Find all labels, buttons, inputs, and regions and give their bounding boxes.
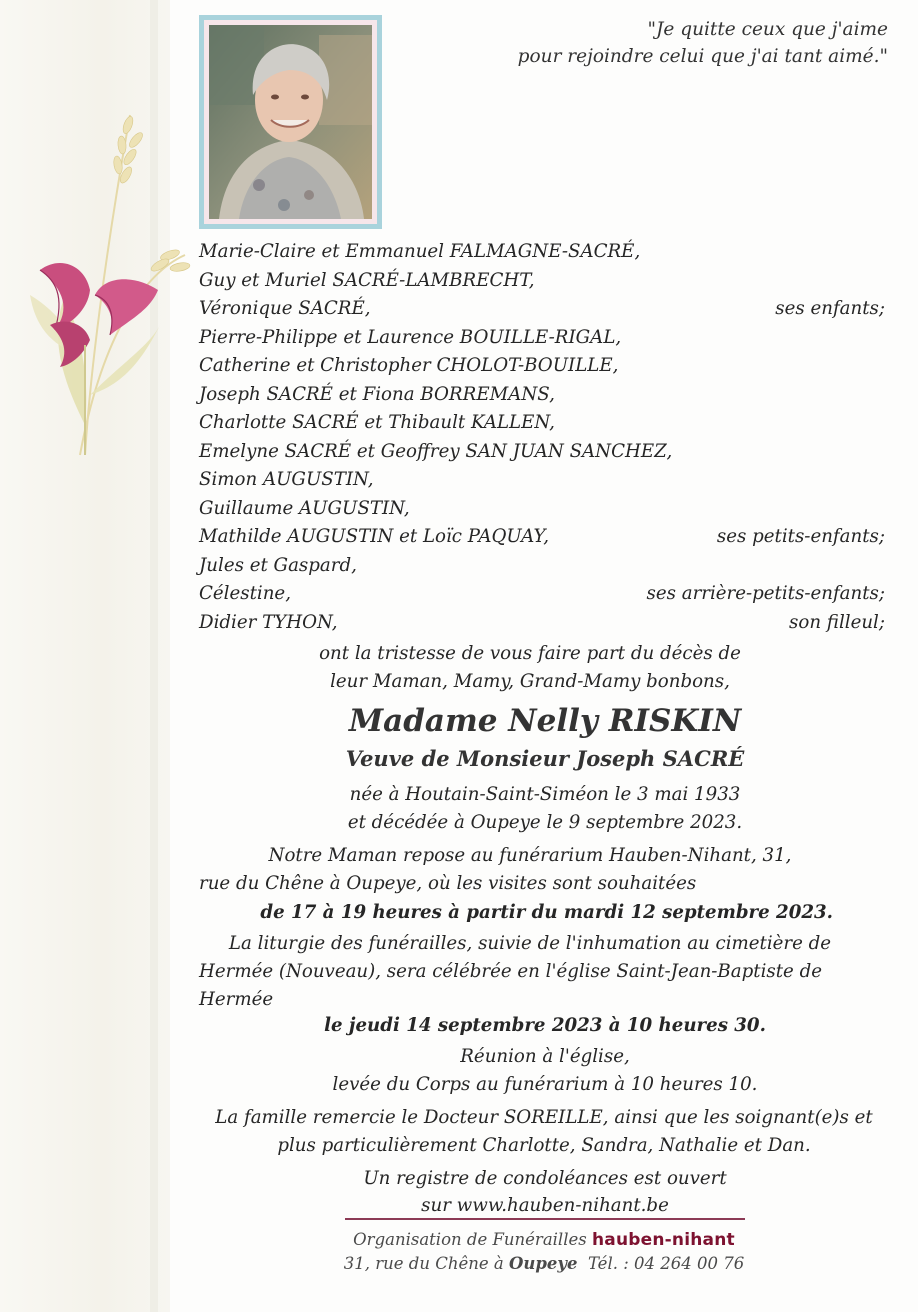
family-relation: ses petits-enfants; <box>716 526 885 547</box>
funeral-date: le jeudi 14 septembre 2023 à 10 heures 30. <box>324 1015 766 1036</box>
register-link[interactable]: sur www.hauben-nihant.be <box>421 1195 669 1216</box>
footer-divider <box>345 1218 745 1220</box>
portrait-photo <box>209 25 372 219</box>
visit-hours: de 17 à 19 heures à partir du mardi 12 septembre 2023. <box>260 902 833 923</box>
birth-line: née à Houtain-Saint-Siméon le 3 mai 1933 <box>349 784 741 805</box>
family-row <box>199 580 889 608</box>
footer-address-prefix: 31, rue du Chêne à <box>343 1254 504 1273</box>
family-row <box>199 409 889 437</box>
family-name: Simon AUGUSTIN, <box>199 469 374 490</box>
family-name: Jules et Gaspard, <box>199 554 357 576</box>
family-name: Pierre-Philippe et Laurence BOUILLE-RIGAL, <box>199 326 622 348</box>
family-name: Charlotte SACRÉ et Thibault KALLEN, <box>199 412 555 433</box>
footer-organisation <box>199 1228 889 1252</box>
family-row <box>199 381 889 409</box>
family-relation: ses enfants; <box>775 298 885 319</box>
visit-line: Notre Maman repose au funérarium Hauben-Nihant, 31, <box>268 845 792 866</box>
funeral-line: Hermée (Nouveau), sera célébrée en l'église Saint-Jean-Baptiste de <box>199 961 822 982</box>
family-row <box>199 609 889 637</box>
funeral-line: La liturgie des funérailles, suivie de l'inhumation au cimetière de <box>228 933 832 954</box>
quote-line: pour rejoindre celui que j'ai tant aimé." <box>517 46 888 67</box>
family-name: Catherine et Christopher CHOLOT-BOUILLE, <box>199 355 619 376</box>
family-name: Didier TYHON, <box>199 611 338 633</box>
family-row <box>199 495 889 523</box>
family-row <box>199 466 889 494</box>
portrait-photo-frame <box>199 15 382 229</box>
family-row <box>199 523 889 551</box>
funeral-line: Hermée <box>199 989 274 1010</box>
family-row <box>199 238 889 266</box>
visit-line: rue du Chêne à Oupeye, où les visites sont souhaitées <box>199 873 697 894</box>
family-name: Célestine, <box>199 583 291 604</box>
family-name: Emelyne SACRÉ et Geoffrey SAN JUAN SANCHEZ, <box>199 440 673 462</box>
portrait-photo-mat <box>204 20 377 224</box>
announcement-line: ont la tristesse de vous faire part du décès de <box>319 643 741 664</box>
family-row <box>199 295 889 323</box>
widow-line: Veuve de Monsieur Joseph SACRÉ <box>345 746 745 771</box>
family-name: Mathilde AUGUSTIN et Loïc PAQUAY, <box>199 526 549 547</box>
brand-logo: hauben-nihant <box>591 1230 735 1250</box>
family-row <box>199 552 889 580</box>
epitaph-quote <box>518 16 888 70</box>
family-relation: ses arrière-petits-enfants; <box>646 583 885 604</box>
family-relation: son filleul; <box>789 611 885 633</box>
death-line: et décédée à Oupeye le 9 septembre 2023. <box>347 812 743 833</box>
family-name: Joseph SACRÉ et Fiona BORREMANS, <box>199 383 555 405</box>
calla-lily-wheat-illustration <box>10 95 200 465</box>
footer-phone: Tél. : 04 264 00 76 <box>587 1254 745 1273</box>
funeral-line: Réunion à l'église, <box>460 1046 630 1067</box>
register-line: Un registre de condoléances est ouvert <box>363 1168 727 1189</box>
thanks-line: plus particulièrement Charlotte, Sandra, Nathalie et Dan. <box>277 1135 811 1156</box>
funeral-line: levée du Corps au funérarium à 10 heures 10. <box>332 1074 758 1095</box>
deceased-name: Madame Nelly RISKIN <box>348 703 742 739</box>
thanks-line: La famille remercie le Docteur SOREILLE, ainsi que les soignant(e)s et <box>215 1107 873 1128</box>
family-name: Véronique SACRÉ, <box>199 298 371 319</box>
family-row <box>199 438 889 466</box>
footer-address-town: Oupeye <box>508 1254 578 1273</box>
family-name: Guillaume AUGUSTIN, <box>199 497 410 519</box>
footer-address <box>199 1252 889 1276</box>
family-row <box>199 352 889 380</box>
family-name: Guy et Muriel SACRÉ-LAMBRECHT, <box>199 269 535 291</box>
family-row <box>199 267 889 295</box>
family-name: Marie-Claire et Emmanuel FALMAGNE-SACRÉ, <box>199 241 641 262</box>
footer-org-label: Organisation de Funérailles <box>353 1230 587 1249</box>
family-row <box>199 324 889 352</box>
announcement-line: leur Maman, Mamy, Grand-Mamy bonbons, <box>330 671 730 692</box>
quote-line: "Je quitte ceux que j'aime <box>647 19 888 40</box>
